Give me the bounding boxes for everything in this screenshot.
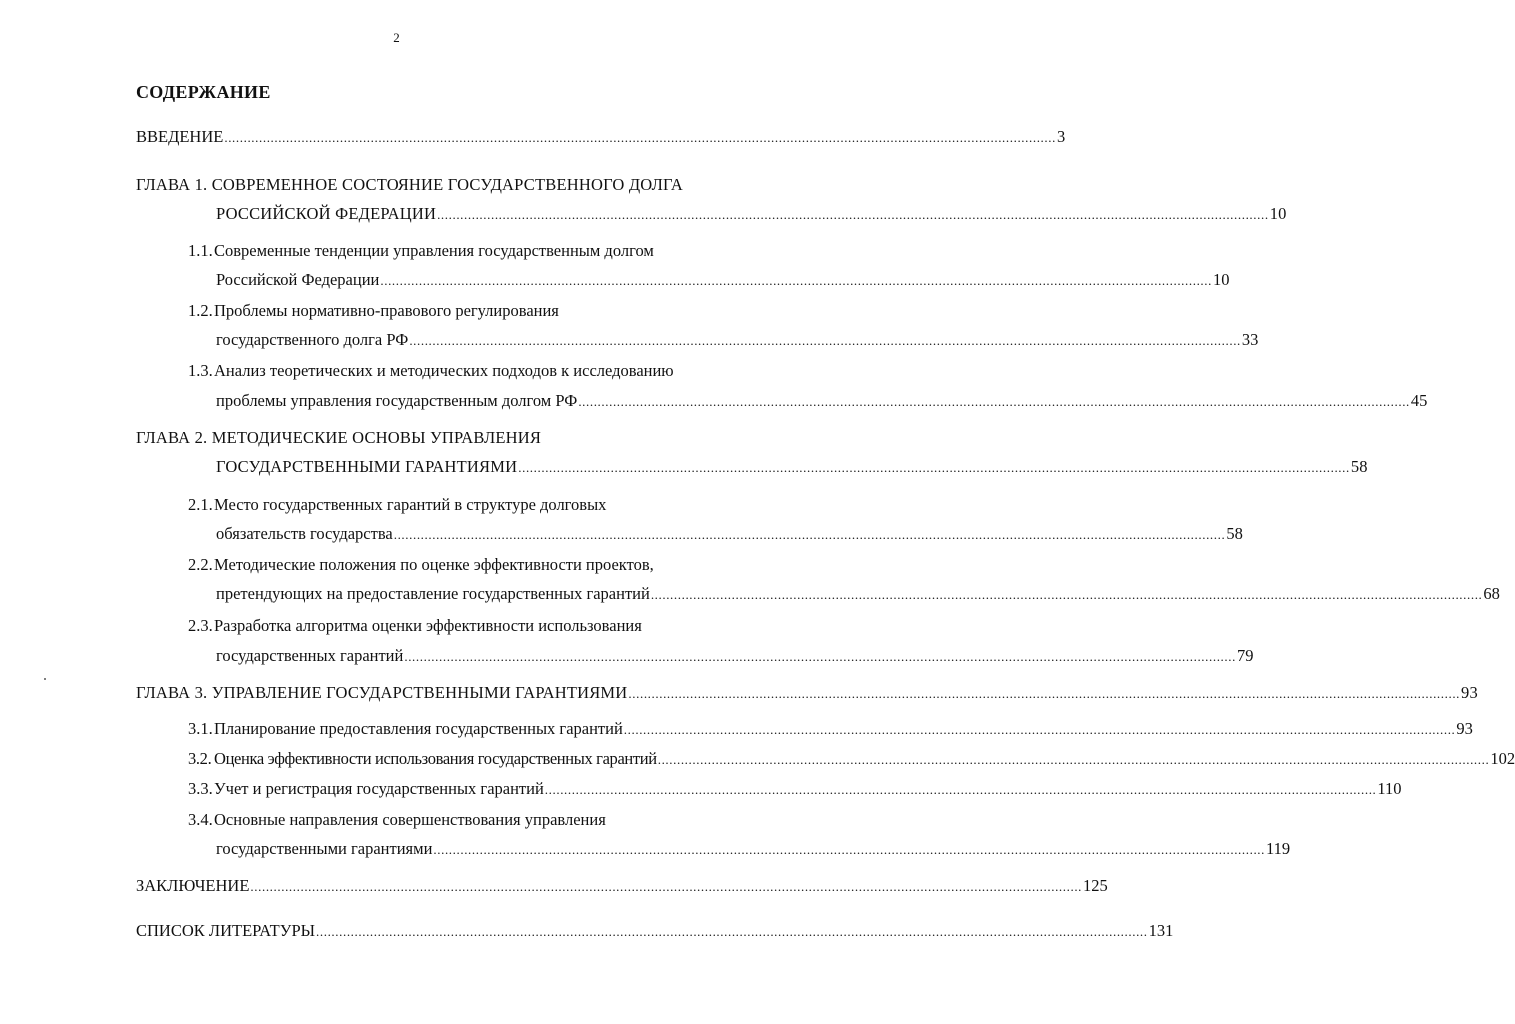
toc-entry-title: обязательств государства bbox=[216, 524, 393, 543]
page-number: 2 bbox=[393, 30, 400, 45]
toc-page-number: 119 bbox=[1266, 839, 1291, 858]
toc-page-number: 131 bbox=[1148, 921, 1174, 940]
toc-section-number: 3.3. bbox=[188, 779, 213, 798]
toc-entry-title bbox=[188, 748, 657, 770]
toc-section-text: Методические положения по оценке эффективности проектов, bbox=[214, 555, 654, 574]
toc-entry-section-2-2[interactable] bbox=[216, 583, 1500, 606]
toc-entry-section-1-3[interactable] bbox=[216, 390, 1428, 413]
toc-page-number: 33 bbox=[1241, 330, 1259, 349]
toc-entry-references[interactable] bbox=[136, 920, 1174, 943]
toc-entry-title bbox=[188, 718, 623, 740]
toc-section-text: Разработка алгоритма оценки эффективности использования bbox=[214, 616, 642, 635]
toc-section-text: Проблемы нормативно-правового регулирования bbox=[214, 301, 559, 320]
toc-page-number: 79 bbox=[1236, 646, 1254, 665]
toc-page-number: 10 bbox=[1269, 204, 1287, 223]
toc-section-text: Оценка эффективности использования государственных гарантий bbox=[214, 749, 657, 768]
toc-section-1-1-title[interactable] bbox=[188, 240, 654, 262]
toc-leader-dots: ........................................................................................................................................................................................................................ bbox=[650, 587, 1483, 602]
toc-leader-dots: ........................................................................................................................................................................................................................ bbox=[628, 686, 1461, 701]
toc-leader-dots: ........................................................................................................................................................................................................................ bbox=[393, 527, 1226, 542]
toc-leader-dots: ........................................................................................................................................................................................................................ bbox=[433, 842, 1266, 857]
toc-entry-title: СПИСОК ЛИТЕРАТУРЫ bbox=[136, 921, 316, 940]
toc-page-number: 125 bbox=[1083, 876, 1108, 895]
toc-entry-title: ГЛАВА 3. УПРАВЛЕНИЕ ГОСУДАРСТВЕННЫМИ ГАРАНТИЯМИ bbox=[136, 683, 628, 702]
toc-section-number: 3.4. bbox=[188, 810, 213, 829]
toc-entry-title: РОССИЙСКОЙ ФЕДЕРАЦИИ bbox=[216, 204, 437, 223]
toc-leader-dots: ........................................................................................................................................................................................................................ bbox=[518, 460, 1350, 475]
toc-entry-section-3-4[interactable] bbox=[216, 838, 1291, 861]
toc-entry-section-3-1[interactable] bbox=[188, 718, 1473, 741]
toc-leader-dots: ........................................................................................................................................................................................................................ bbox=[409, 333, 1241, 348]
toc-page-number: 102 bbox=[1490, 749, 1515, 768]
toc-section-number: 1.1. bbox=[188, 241, 213, 260]
page-title: СОДЕРЖАНИЕ bbox=[136, 82, 271, 102]
toc-section-text: Место государственных гарантий в структуре долговых bbox=[214, 495, 607, 514]
toc-leader-dots: ........................................................................................................................................................................................................................ bbox=[316, 924, 1148, 939]
toc-section-text: Учет и регистрация государственных гарантий bbox=[214, 779, 544, 798]
toc-leader-dots: ........................................................................................................................................................................................................................ bbox=[623, 722, 1456, 737]
toc-leader-dots: ........................................................................................................................................................................................................................ bbox=[657, 752, 1490, 767]
toc-entry-section-1-1[interactable] bbox=[216, 269, 1230, 292]
toc-chapter-2-title[interactable]: ГЛАВА 2. МЕТОДИЧЕСКИЕ ОСНОВЫ УПРАВЛЕНИЯ bbox=[136, 428, 542, 447]
toc-entry-section-2-1[interactable] bbox=[216, 523, 1243, 546]
toc-leader-dots: ........................................................................................................................................................................................................................ bbox=[224, 130, 1056, 145]
toc-section-3-4-title[interactable] bbox=[188, 809, 606, 831]
toc-leader-dots: ........................................................................................................................................................................................................................ bbox=[250, 879, 1083, 894]
toc-section-number: 1.3. bbox=[188, 361, 213, 380]
toc-entry-chapter-2[interactable] bbox=[216, 456, 1368, 479]
toc-entry-section-1-2[interactable] bbox=[216, 329, 1259, 352]
toc-page-number: 93 bbox=[1456, 719, 1473, 738]
toc-section-2-1-title[interactable] bbox=[188, 494, 606, 516]
toc-section-text: Основные направления совершенствования управления bbox=[214, 810, 606, 829]
toc-section-number: 2.1. bbox=[188, 495, 213, 514]
toc-leader-dots: ........................................................................................................................................................................................................................ bbox=[578, 394, 1410, 409]
toc-entry-conclusion[interactable] bbox=[136, 875, 1108, 898]
toc-section-text: Современные тенденции управления государственным долгом bbox=[214, 241, 654, 260]
toc-entry-title: претендующих на предоставление государственных гарантий bbox=[216, 584, 650, 603]
toc-entry-section-3-3[interactable] bbox=[188, 778, 1402, 801]
toc-leader-dots: ........................................................................................................................................................................................................................ bbox=[437, 207, 1269, 222]
toc-entry-title: Российской Федерации bbox=[216, 270, 380, 289]
toc-leader-dots: ........................................................................................................................................................................................................................ bbox=[544, 782, 1377, 797]
toc-chapter-1-title[interactable]: ГЛАВА 1. СОВРЕМЕННОЕ СОСТОЯНИЕ ГОСУДАРСТВЕННОГО ДОЛГА bbox=[136, 175, 684, 194]
toc-entry-title: ГОСУДАРСТВЕННЫМИ ГАРАНТИЯМИ bbox=[216, 457, 518, 476]
toc-entry-section-2-3[interactable] bbox=[216, 645, 1254, 668]
toc-entry-chapter-1[interactable] bbox=[216, 203, 1287, 226]
toc-entry-title: ВВЕДЕНИЕ bbox=[136, 127, 224, 146]
toc-page-number: 68 bbox=[1483, 584, 1500, 603]
toc-entry-chapter-3[interactable] bbox=[136, 682, 1478, 705]
toc-entry-section-3-2[interactable] bbox=[188, 748, 1515, 771]
toc-page-number: 58 bbox=[1226, 524, 1243, 543]
toc-page-number: 58 bbox=[1350, 457, 1368, 476]
toc-section-number: 2.3. bbox=[188, 616, 213, 635]
toc-section-1-2-title[interactable] bbox=[188, 300, 559, 322]
toc-section-number: 3.2. bbox=[188, 749, 212, 768]
toc-entry-title bbox=[188, 778, 544, 800]
toc-section-1-3-title[interactable] bbox=[188, 360, 674, 382]
toc-section-text: Планирование предоставления государственных гарантий bbox=[214, 719, 623, 738]
toc-page-number: 10 bbox=[1212, 270, 1230, 289]
toc-entry-intro[interactable] bbox=[136, 126, 1066, 149]
toc-page-number: 93 bbox=[1461, 683, 1478, 702]
toc-page-number: 3 bbox=[1056, 127, 1066, 146]
toc-section-number: 1.2. bbox=[188, 301, 213, 320]
toc-section-number: 2.2. bbox=[188, 555, 213, 574]
scan-speck bbox=[44, 678, 46, 680]
toc-entry-title: государственными гарантиями bbox=[216, 839, 433, 858]
toc-section-2-2-title[interactable] bbox=[188, 554, 654, 576]
toc-entry-title: проблемы управления государственным долгом РФ bbox=[216, 391, 578, 410]
toc-leader-dots: ........................................................................................................................................................................................................................ bbox=[404, 649, 1236, 664]
toc-section-number: 3.1. bbox=[188, 719, 213, 738]
toc-leader-dots: ........................................................................................................................................................................................................................ bbox=[380, 273, 1212, 288]
toc-section-text: Анализ теоретических и методических подходов к исследованию bbox=[214, 361, 674, 380]
toc-page-number: 45 bbox=[1410, 391, 1428, 410]
toc-entry-title: государственного долга РФ bbox=[216, 330, 409, 349]
toc-page-number: 110 bbox=[1377, 779, 1402, 798]
toc-entry-title: ЗАКЛЮЧЕНИЕ bbox=[136, 876, 250, 895]
toc-entry-title: государственных гарантий bbox=[216, 646, 404, 665]
toc-section-2-3-title[interactable] bbox=[188, 615, 642, 637]
